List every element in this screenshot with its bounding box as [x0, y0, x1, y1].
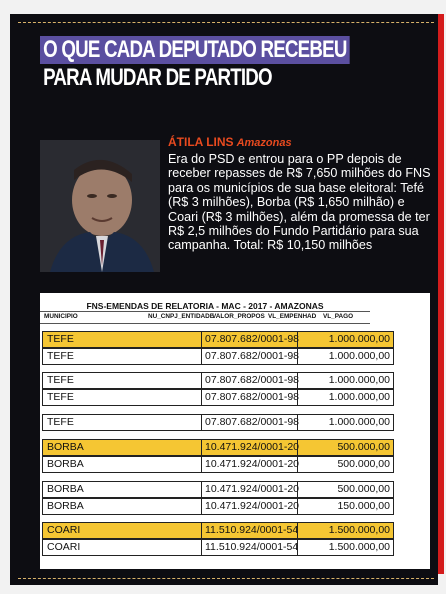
cell-valor: 500.000,00: [297, 457, 393, 472]
cell-valor: 1.000.000,00: [297, 390, 393, 405]
cell-cnpj: 10.471.924/0001-20: [201, 440, 299, 455]
cell-municipio: TEFE: [47, 333, 74, 345]
col-header: VALOR_PROPOS: [212, 313, 265, 320]
side-rule: [438, 14, 444, 574]
cell-valor: 500.000,00: [297, 482, 393, 497]
col-header: NU_CNPJ_ENTIDADE: [148, 313, 215, 320]
table-row: [42, 331, 394, 348]
headline-line-2: PARA MUDAR DE PARTIDO: [43, 64, 272, 91]
deputy-profile: [168, 135, 436, 253]
table-row: [42, 481, 394, 498]
headline-line-1: O QUE CADA DEPUTADO RECEBEU: [40, 36, 350, 64]
col-header: VL_EMPENHAD: [268, 313, 317, 320]
cell-cnpj: 11.510.924/0001-54: [201, 540, 298, 555]
table-header: [40, 311, 370, 324]
table-row: [42, 456, 394, 473]
deputy-description: Era do PSD e entrou para o PP depois de receber repasses de R$ 7,650 milhões do FNS para os municípios de sua base eleitoral: Tefé (R$ 3 milhões), Borba (R$ 1,650 milhão) e Coari (R$ 3 milhões), além da promessa de ter R$ 2,5 milhões do Fundo Partidário para sua campanha. Total: R$ 10,150 milhões: [168, 152, 431, 253]
top-dashed-divider: [18, 22, 434, 23]
cell-valor: 1.500.000,00: [297, 523, 393, 538]
cell-valor: 1.000.000,00: [297, 349, 393, 364]
cell-valor: 150.000,00: [297, 499, 393, 514]
table-row: [42, 389, 394, 406]
cell-municipio: COARI: [47, 524, 81, 536]
table-row: [42, 372, 394, 389]
deputy-state: Amazonas: [236, 137, 292, 149]
document-scan: [40, 293, 430, 569]
col-header: VL_PAGO: [323, 313, 354, 320]
cell-cnpj: 10.471.924/0001-20: [201, 482, 299, 497]
cell-valor: 1.000.000,00: [297, 373, 393, 388]
cell-municipio: TEFE: [47, 374, 74, 386]
portrait-photo: [40, 140, 160, 272]
document-title: FNS-EMENDAS DE RELATORIA - MAC - 2017 - AMAZONAS: [86, 301, 324, 311]
cell-valor: 1.000.000,00: [297, 415, 393, 430]
table-row: [42, 439, 394, 456]
col-header: MUNICIPIO: [44, 313, 78, 320]
cell-cnpj: 07.807.682/0001-98: [201, 390, 299, 405]
table-row: [42, 539, 394, 556]
cell-cnpj: 07.807.682/0001-98: [201, 332, 299, 347]
cell-cnpj: 11.510.924/0001-54: [201, 523, 298, 538]
deputy-name-row: [168, 135, 436, 151]
cell-municipio: TEFE: [47, 391, 74, 403]
cell-municipio: BORBA: [47, 441, 84, 453]
cell-municipio: COARI: [47, 541, 81, 553]
cell-cnpj: 10.471.924/0001-20: [201, 457, 299, 472]
table-row: [42, 522, 394, 539]
cell-cnpj: 10.471.924/0001-20: [201, 499, 299, 514]
cell-municipio: TEFE: [47, 350, 74, 362]
deputy-name: ÁTILA LINS: [168, 135, 234, 149]
bottom-dashed-divider: [18, 578, 434, 579]
cell-cnpj: 07.807.682/0001-98: [201, 349, 299, 364]
cell-valor: 1.000.000,00: [297, 332, 393, 347]
headline: [40, 36, 437, 92]
cell-valor: 1.500.000,00: [297, 540, 393, 555]
cell-municipio: BORBA: [47, 458, 84, 470]
cell-cnpj: 07.807.682/0001-98: [201, 373, 299, 388]
cell-municipio: TEFE: [47, 416, 74, 428]
cell-municipio: BORBA: [47, 500, 84, 512]
table-row: [42, 414, 394, 431]
cell-valor: 500.000,00: [297, 440, 393, 455]
cell-cnpj: 07.807.682/0001-98: [201, 415, 299, 430]
deputy-portrait: [40, 140, 160, 272]
cell-municipio: BORBA: [47, 483, 84, 495]
table-row: [42, 348, 394, 365]
table-row: [42, 498, 394, 515]
